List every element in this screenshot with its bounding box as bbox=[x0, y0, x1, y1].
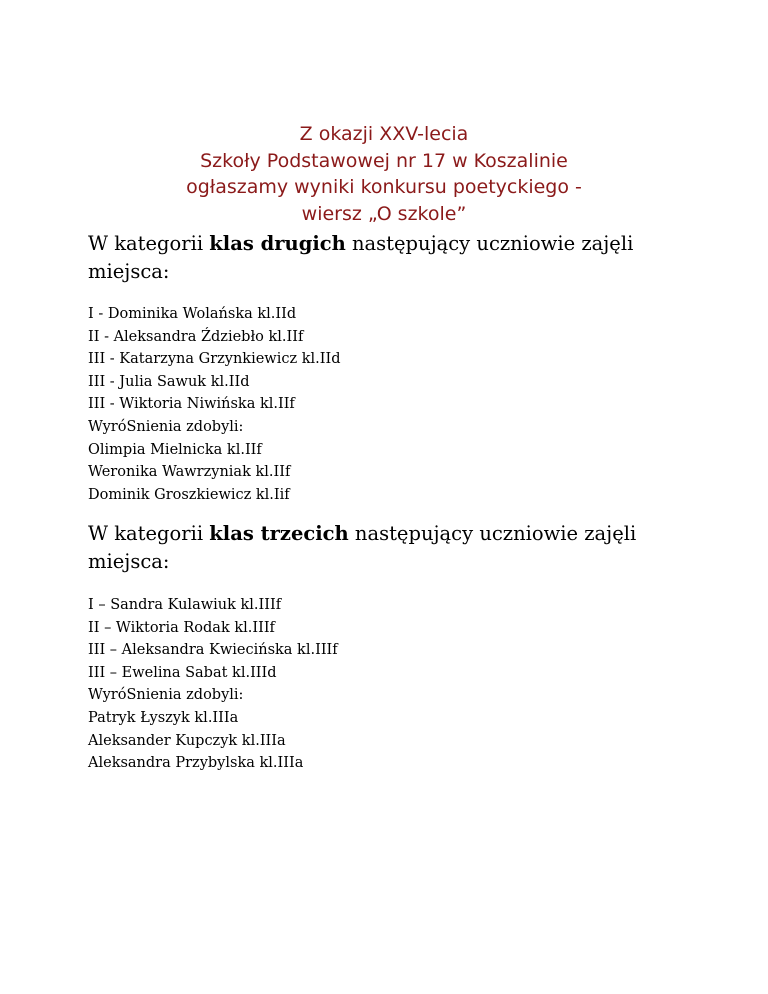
list-item: III - Julia Sawuk kl.IId bbox=[88, 373, 250, 390]
list-item: WyróSnienia zdobyli: bbox=[88, 418, 244, 435]
title-line: wiersz „O szkole” bbox=[301, 202, 467, 225]
heading-prefix: W kategorii bbox=[88, 232, 210, 255]
heading-category: klas drugich bbox=[209, 232, 346, 255]
title-line: Z okazji XXV-lecia bbox=[299, 123, 469, 145]
list-item: III – Aleksandra Kwiecińska kl.IIIf bbox=[88, 642, 338, 659]
heading-suffix: następujący uczniowie zajęli bbox=[345, 232, 634, 255]
list-item: III - Katarzyna Grzynkiewicz kl.IId bbox=[88, 351, 341, 368]
heading-line2: miejsca: bbox=[88, 260, 170, 283]
title-line: Szkoły Podstawowej nr 17 w Koszalinie bbox=[200, 149, 568, 172]
heading-category: klas trzecich bbox=[209, 522, 349, 545]
list-item: II - Aleksandra Ździebło kl.IIf bbox=[88, 328, 304, 345]
list-item: Dominik Groszkiewicz kl.Iif bbox=[88, 486, 290, 503]
second-grade-results bbox=[88, 303, 688, 506]
list-item: II – Wiktoria Rodak kl.IIIf bbox=[88, 619, 275, 636]
announcement-title bbox=[60, 121, 708, 227]
title-line: ogłaszamy wyniki konkursu poetyckiego - bbox=[186, 176, 582, 198]
list-item: Weronika Wawrzyniak kl.IIf bbox=[88, 464, 291, 481]
third-grade-results bbox=[88, 594, 688, 775]
list-item: Aleksander Kupczyk kl.IIIa bbox=[88, 732, 286, 749]
list-item: Patryk Łyszyk kl.IIIa bbox=[88, 709, 239, 726]
list-item: I - Dominika Wolańska kl.IId bbox=[88, 306, 297, 322]
list-item: Aleksandra Przybylska kl.IIIa bbox=[88, 755, 304, 772]
second-grade-heading bbox=[88, 230, 688, 286]
heading-suffix: następujący uczniowie zajęli bbox=[348, 522, 637, 545]
list-item: III – Ewelina Sabat kl.IIId bbox=[88, 664, 277, 681]
heading-line2: miejsca: bbox=[88, 550, 170, 573]
heading-prefix: W kategorii bbox=[88, 522, 210, 545]
list-item: III - Wiktoria Niwińska kl.IIf bbox=[88, 396, 295, 413]
list-item: I – Sandra Kulawiuk kl.IIIf bbox=[88, 597, 282, 613]
list-item: WyróSnienia zdobyli: bbox=[88, 687, 244, 704]
list-item: Olimpia Mielnicka kl.IIf bbox=[88, 441, 262, 458]
third-grade-heading bbox=[88, 520, 688, 576]
